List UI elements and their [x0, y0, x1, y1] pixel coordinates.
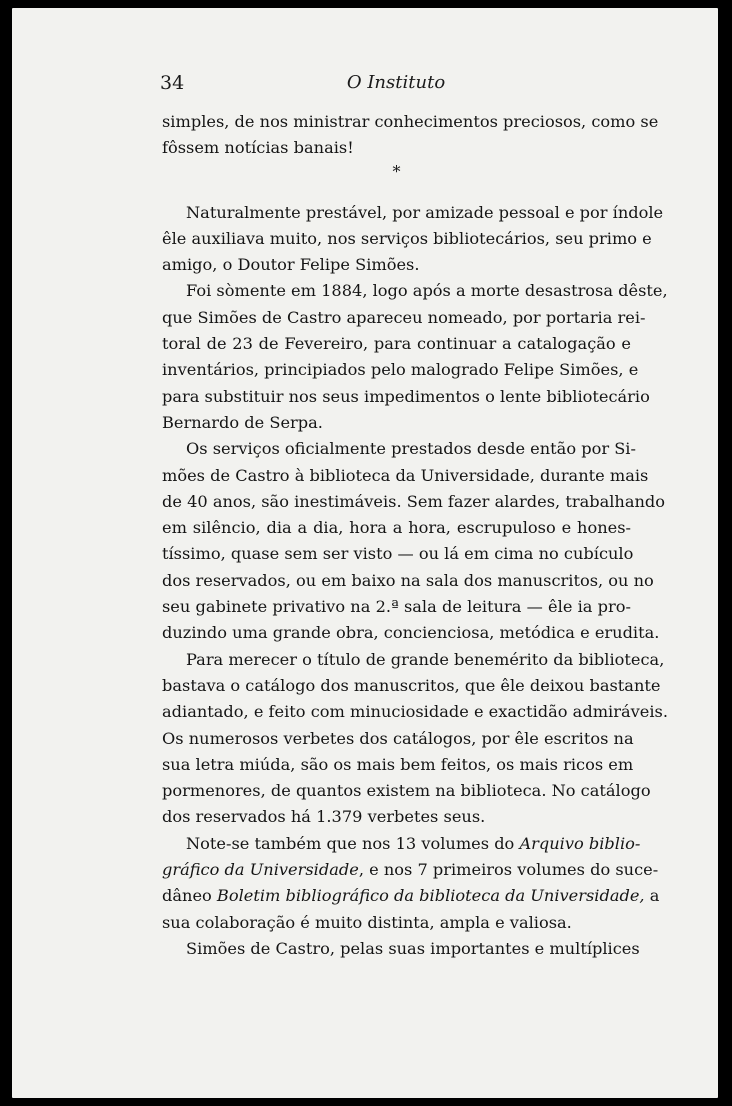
text-run: a [644, 886, 660, 906]
text-line: em silêncio, dia a dia, hora a hora, escrupuloso e hones- [162, 518, 631, 538]
text-line: simples, de nos ministrar conhecimentos preciosos, como se [162, 112, 659, 131]
text-line: toral de 23 de Fevereiro, para continuar a catalogação e [162, 334, 631, 354]
text-line: que Simões de Castro apareceu nomeado, por portaria rei- [162, 307, 646, 327]
text-line: sua letra miúda, são os mais bem feitos, os mais ricos em [162, 754, 634, 774]
text-line: mões de Castro à biblioteca da Universidade, durante mais [162, 465, 649, 485]
text-line: Foi sòmente em 1884, logo após a morte desastrosa dêste, [186, 281, 668, 301]
text-line: tíssimo, quase sem ser visto — ou lá em cima no cubículo [162, 544, 634, 564]
text-line: sua colaboração é muito distinta, ampla e valiosa. [162, 912, 572, 932]
running-title: O Instituto [346, 72, 446, 93]
text-line: seu gabinete privativo na 2.ª sala de leitura — êle ia pro- [162, 597, 631, 617]
text-line: Naturalmente prestável, por amizade pessoal e por índole [186, 202, 664, 222]
text-line: duzindo uma grande obra, concienciosa, metódica e erudita. [162, 623, 660, 643]
text-line: dos reservados há 1.379 verbetes seus. [162, 807, 486, 827]
text-line: adiantado, e feito com minuciosidade e exactidão admiráveis. [162, 702, 668, 722]
page-number: 34 [160, 72, 185, 94]
text-line: êle auxiliava muito, nos serviços bibliotecários, seu primo e [162, 228, 652, 248]
italic-title-run: Arquivo biblio- [519, 833, 641, 853]
text-line: para substituir nos seus impedimentos o lente bibliotecário [162, 386, 650, 406]
text-line: Simões de Castro, pelas suas importantes e multíplices [186, 938, 640, 958]
text-line: de 40 anos, são inestimáveis. Sem fazer alardes, trabalhando [162, 491, 666, 511]
text-line: Para merecer o título de grande benemérito da biblioteca, [186, 649, 665, 669]
text-line: amigo, o Doutor Felipe Simões. [162, 255, 420, 275]
text-line [162, 857, 659, 883]
text-line [162, 831, 641, 857]
text-line: Os numerosos verbetes dos catálogos, por êle escritos na [162, 728, 634, 748]
text-run: Note-se também que nos 13 volumes do [186, 833, 520, 853]
text-line: dos reservados, ou em baixo na sala dos manuscritos, ou no [162, 570, 654, 590]
text-run: dâneo [162, 886, 217, 906]
page-header [160, 72, 632, 96]
text-line: fôssem notícias banais! [162, 138, 354, 158]
book-page [12, 8, 718, 1098]
body-text [162, 109, 668, 962]
text-line: pormenores, de quantos existem na biblioteca. No catálogo [162, 781, 651, 801]
text-run: , e nos 7 primeiros volumes do suce- [358, 860, 659, 880]
text-line: bastava o catálogo dos manuscritos, que êle deixou bastante [162, 675, 661, 695]
text-line: Os serviços oficialmente prestados desde então por Si- [186, 439, 636, 459]
italic-title-run: Boletim bibliográfico da biblioteca da Universidade, [216, 886, 645, 906]
italic-title-run: gráfico da Universidade [162, 860, 359, 880]
text-line [162, 883, 660, 909]
text-line: inventários, principiados pelo malogrado Felipe Simões, e [162, 360, 639, 380]
section-separator: * [392, 161, 401, 181]
text-line: Bernardo de Serpa. [162, 412, 323, 432]
